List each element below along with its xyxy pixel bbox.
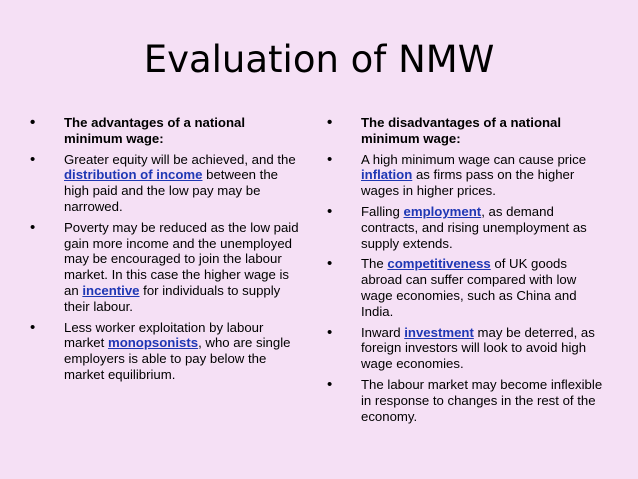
distribution-of-income-link[interactable]: distribution of income: [64, 167, 203, 183]
list-item: [327, 152, 609, 199]
item-text: between the high paid and the low pay may be narrowed.: [64, 167, 278, 214]
item-text: Inward: [361, 324, 405, 340]
list-item: [327, 256, 609, 319]
advantages-list: [30, 115, 302, 388]
incentive-link[interactable]: incentive: [82, 282, 140, 298]
list-item: • The labour market may become inflexible in response to changes in the rest of the economy.: [327, 377, 609, 424]
item-text: Poverty may be reduced as the low paid gain more income and the unemployed may be encouraged to join the labour market. In this case the higher wage is an: [64, 219, 299, 298]
item-text: for individuals to supply their labour.: [64, 282, 281, 314]
monopsonists-link[interactable]: monopsonists: [107, 335, 199, 351]
inflation-link[interactable]: inflation: [361, 167, 413, 183]
item-text: Less worker exploitation by labour market: [64, 319, 264, 351]
competitiveness-link[interactable]: competitiveness: [387, 256, 491, 272]
investment-link[interactable]: investment: [404, 324, 474, 340]
list-item: [30, 152, 302, 215]
item-text: , who are single employers is able to pay below the market equilibrium.: [64, 335, 291, 382]
list-item: [327, 204, 609, 251]
list-item: [30, 220, 302, 315]
item-text: may be deterred, as foreign investors will look to avoid high wage economies.: [361, 324, 595, 372]
item-text: Greater equity will be achieved, and the: [64, 151, 296, 167]
slide-title: Evaluation of NMW: [143, 38, 495, 81]
item-text: Falling: [361, 203, 404, 219]
disadvantages-heading: • The disadvantages of a national minimum wage:: [327, 115, 609, 147]
item-text: as firms pass on the higher wages in higher prices.: [361, 167, 575, 199]
item-text: The: [361, 256, 388, 272]
employment-link[interactable]: employment: [403, 203, 482, 219]
item-text: , as demand contracts, and rising unemployment as supply extends.: [361, 203, 587, 251]
item-text: A high minimum wage can cause price: [361, 151, 587, 167]
item-text: of UK goods abroad can suffer compared with low wage economies, such as China and India.: [361, 256, 577, 319]
list-item: [30, 320, 302, 383]
list-item: [327, 325, 609, 372]
disadvantages-list: [327, 115, 609, 429]
advantages-heading: • The advantages of a national minimum wage:: [30, 115, 302, 147]
